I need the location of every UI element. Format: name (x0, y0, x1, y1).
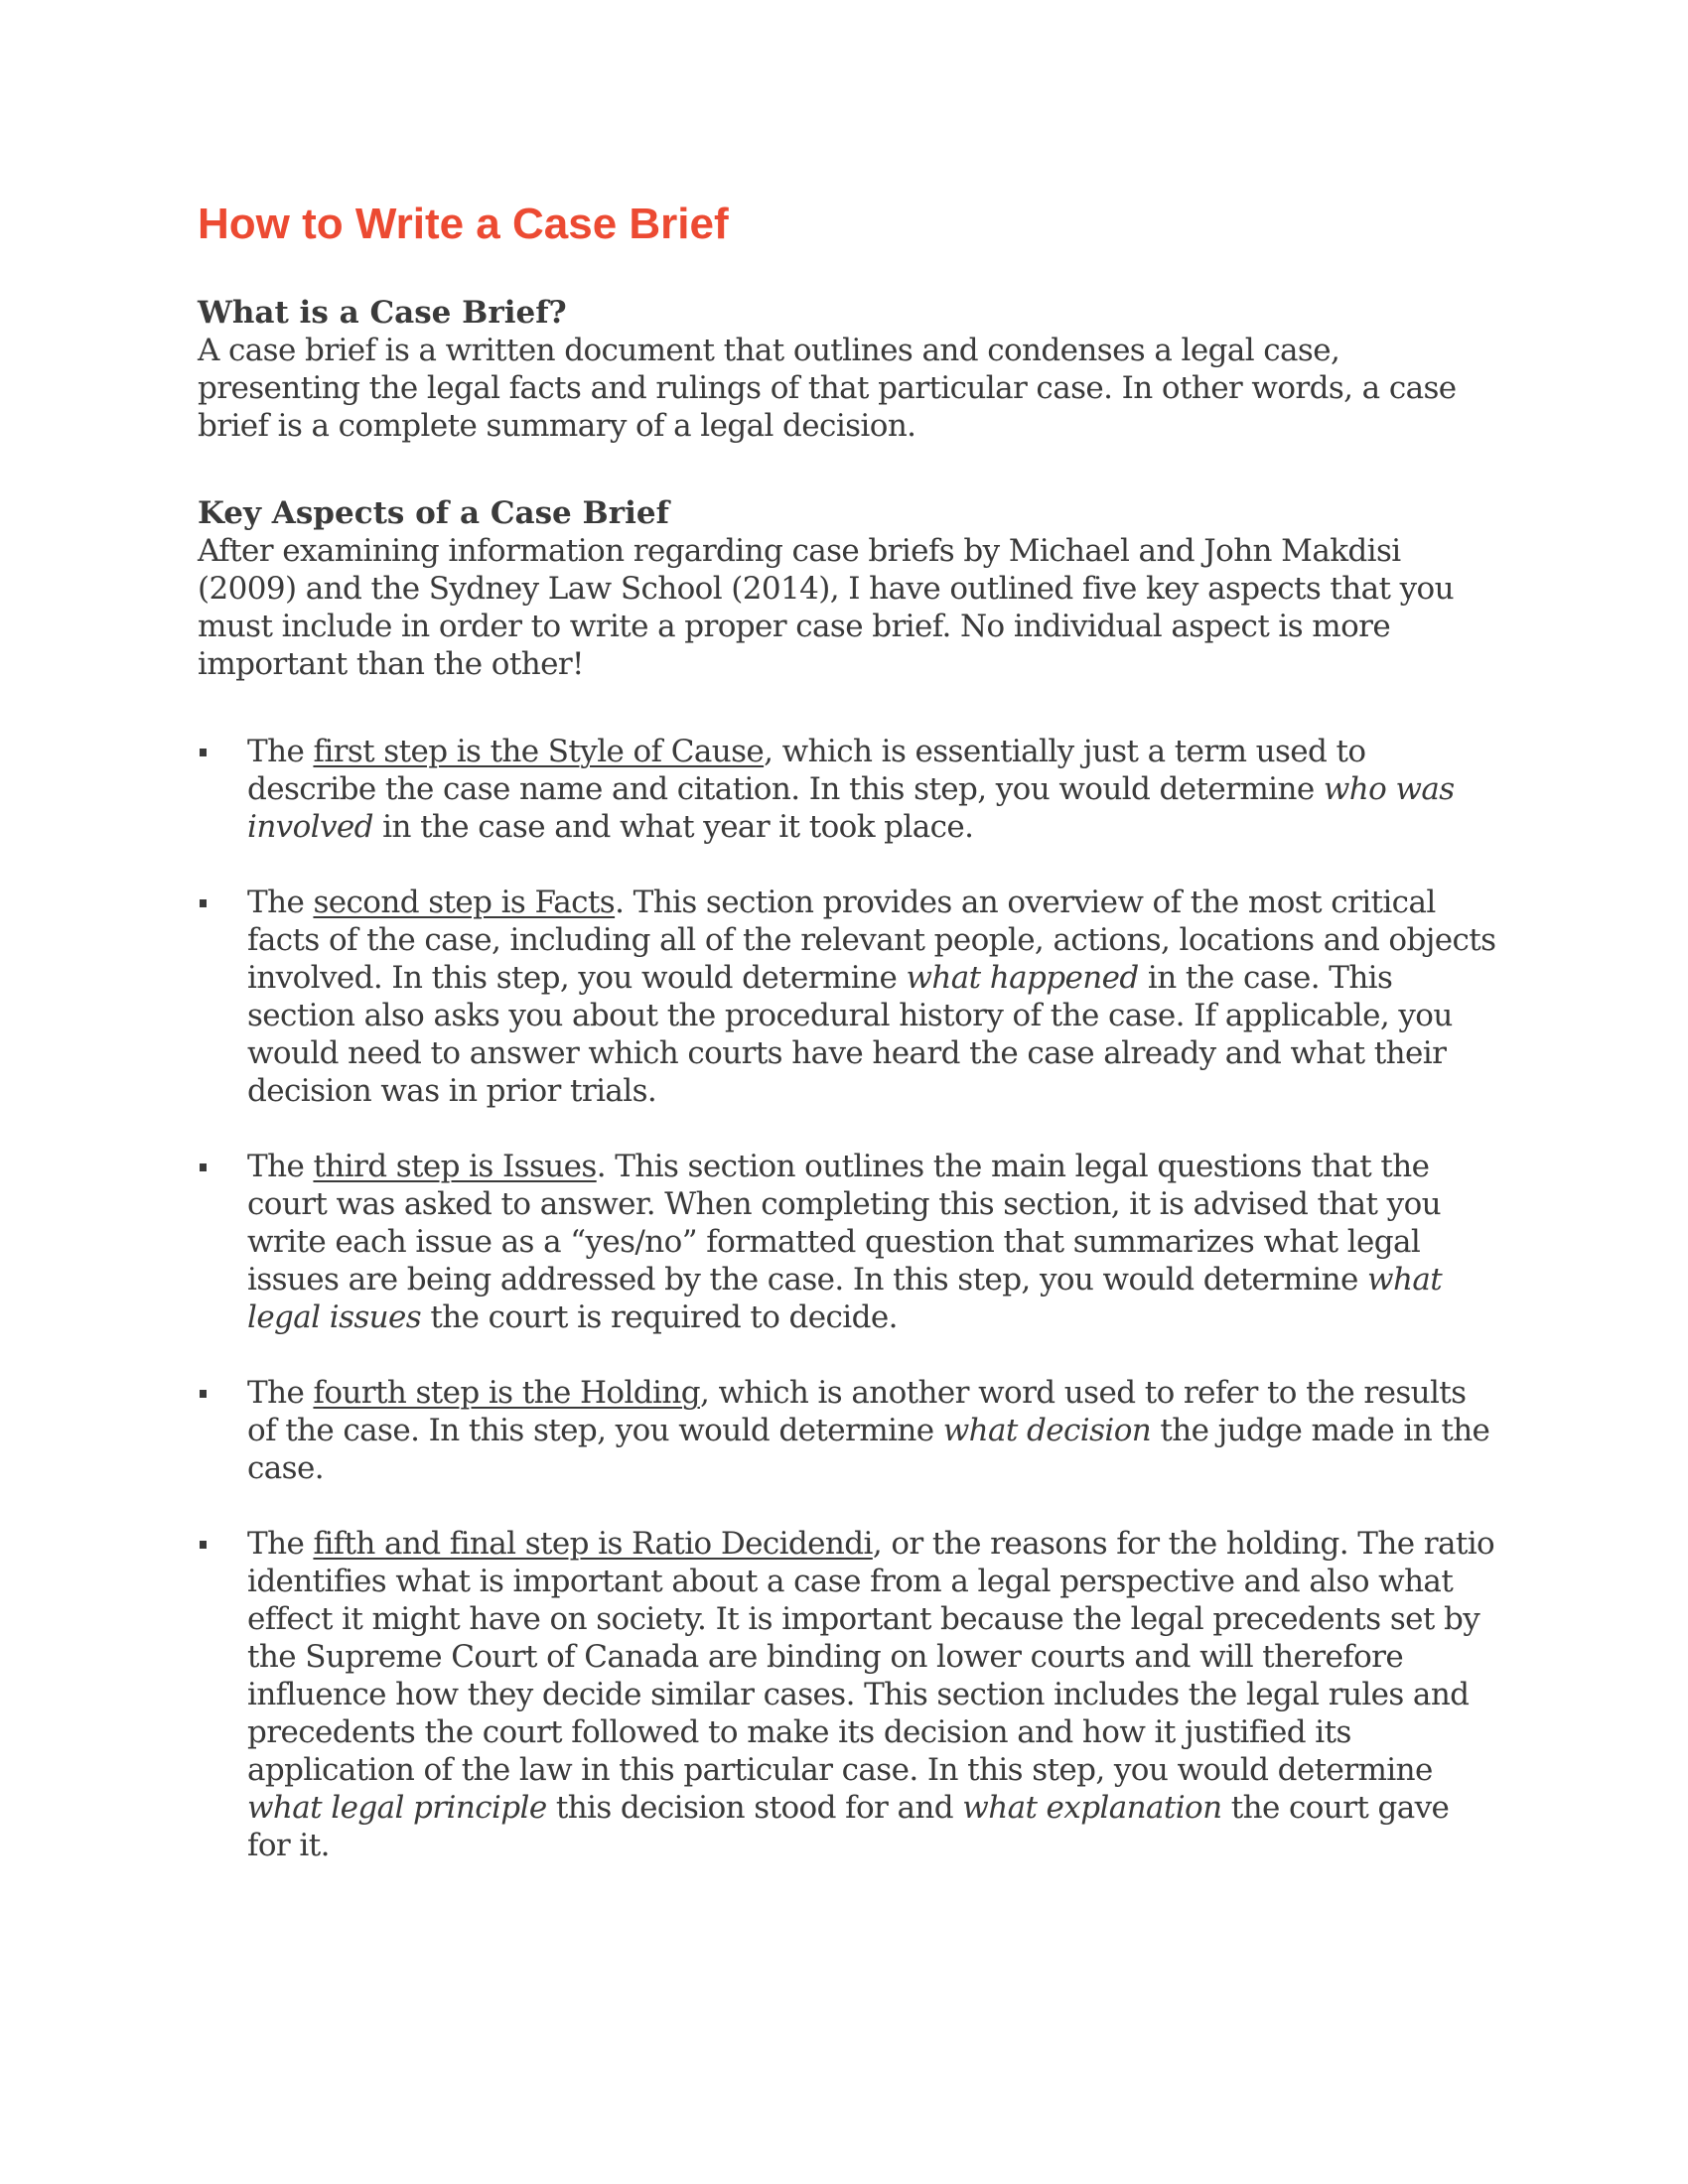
section-key-aspects (198, 494, 1498, 683)
step-lead: The (247, 1526, 314, 1562)
list-item (198, 1374, 1498, 1487)
section-heading: What is a Case Brief? (198, 295, 567, 331)
step-heading: first step is the Style of Cause (313, 734, 765, 769)
section-body: After examining information regarding case briefs by Michael and John Makdisi (2009) and the Sydney Law School (2014), I have outlined five key aspects that you must include in order to write a proper case brief. No individual aspect is more important than the other! (198, 533, 1454, 682)
step-lead: The (247, 1149, 314, 1184)
step-emphasis: what happened (906, 960, 1139, 996)
square-bullet-icon (200, 1163, 207, 1171)
section-heading: Key Aspects of a Case Brief (198, 495, 669, 531)
list-item (198, 733, 1498, 846)
step-heading: fifth and final step is Ratio Decidendi (313, 1526, 873, 1562)
square-bullet-icon (200, 1390, 207, 1398)
list-item (198, 884, 1498, 1110)
step-lead: The (247, 734, 314, 769)
step-emphasis: what legal issues (247, 1262, 1443, 1335)
square-bullet-icon (200, 749, 207, 756)
step-heading: fourth step is the Holding (313, 1375, 700, 1411)
step-lead: The (247, 1375, 314, 1411)
step-text: . This section provides an overview of the most critical facts of the case, including all of the relevant people, actions, locations and objects involved. In this step, you would determine (247, 885, 1496, 996)
step-text: . This section outlines the main legal questions that the court was asked to answer. When completing this section, it is advised that you write each issue as a “yes/no” formatted question that summarizes what legal issues are being addressed by the case. In this step, you would determine (247, 1149, 1442, 1297)
step-emphasis: what decision (942, 1413, 1152, 1448)
step-text: , or the reasons for the holding. The ratio identifies what is important about a case from a legal perspective and also what effect it might have on society. It is important because the legal precedents set by the Supreme Court of Canada are binding on lower courts and will therefore influence how they decide similar cases. This section includes the legal rules and precedents the court followed to make its decision and how it justified its application of the law in this particular case. In this step, you would determine (247, 1526, 1495, 1788)
list-item (198, 1148, 1498, 1336)
square-bullet-icon (200, 1541, 207, 1549)
step-text: the judge made in the case. (247, 1413, 1490, 1486)
step-heading: third step is Issues (313, 1149, 597, 1184)
step-text: this decision stood for and (546, 1790, 963, 1826)
step-emphasis: who was involved (247, 771, 1455, 845)
document-page (198, 195, 1498, 1902)
step-lead: The (247, 885, 314, 920)
step-text: in the case and what year it took place. (372, 809, 974, 845)
list-item (198, 1525, 1498, 1864)
document-title: How to Write a Case Brief (198, 200, 729, 248)
step-text: the court gave for it. (247, 1790, 1450, 1863)
step-emphasis: what legal principle (247, 1790, 547, 1826)
section-body: A case brief is a written document that outlines and condenses a legal case, presenting the legal facts and rulings of that particular case. In other words, a case brief is a complete summary of a legal decision. (198, 333, 1457, 444)
step-text: , which is essentially just a term used to describe the case name and citation. In this step, you would determine (247, 734, 1366, 807)
step-heading: second step is Facts (313, 885, 616, 920)
section-what-is-case-brief (198, 294, 1498, 445)
steps-list (198, 733, 1498, 1864)
step-emphasis: what explanation (962, 1790, 1222, 1826)
step-text: , which is another word used to refer to the results of the case. In this step, you would determine (247, 1375, 1467, 1448)
step-text: in the case. This section also asks you about the procedural history of the case. If applicable, you would need to answer which courts have heard the case already and what their decision was in prior trials. (247, 960, 1453, 1109)
step-text: the court is required to decide. (421, 1299, 898, 1335)
square-bullet-icon (200, 899, 207, 907)
